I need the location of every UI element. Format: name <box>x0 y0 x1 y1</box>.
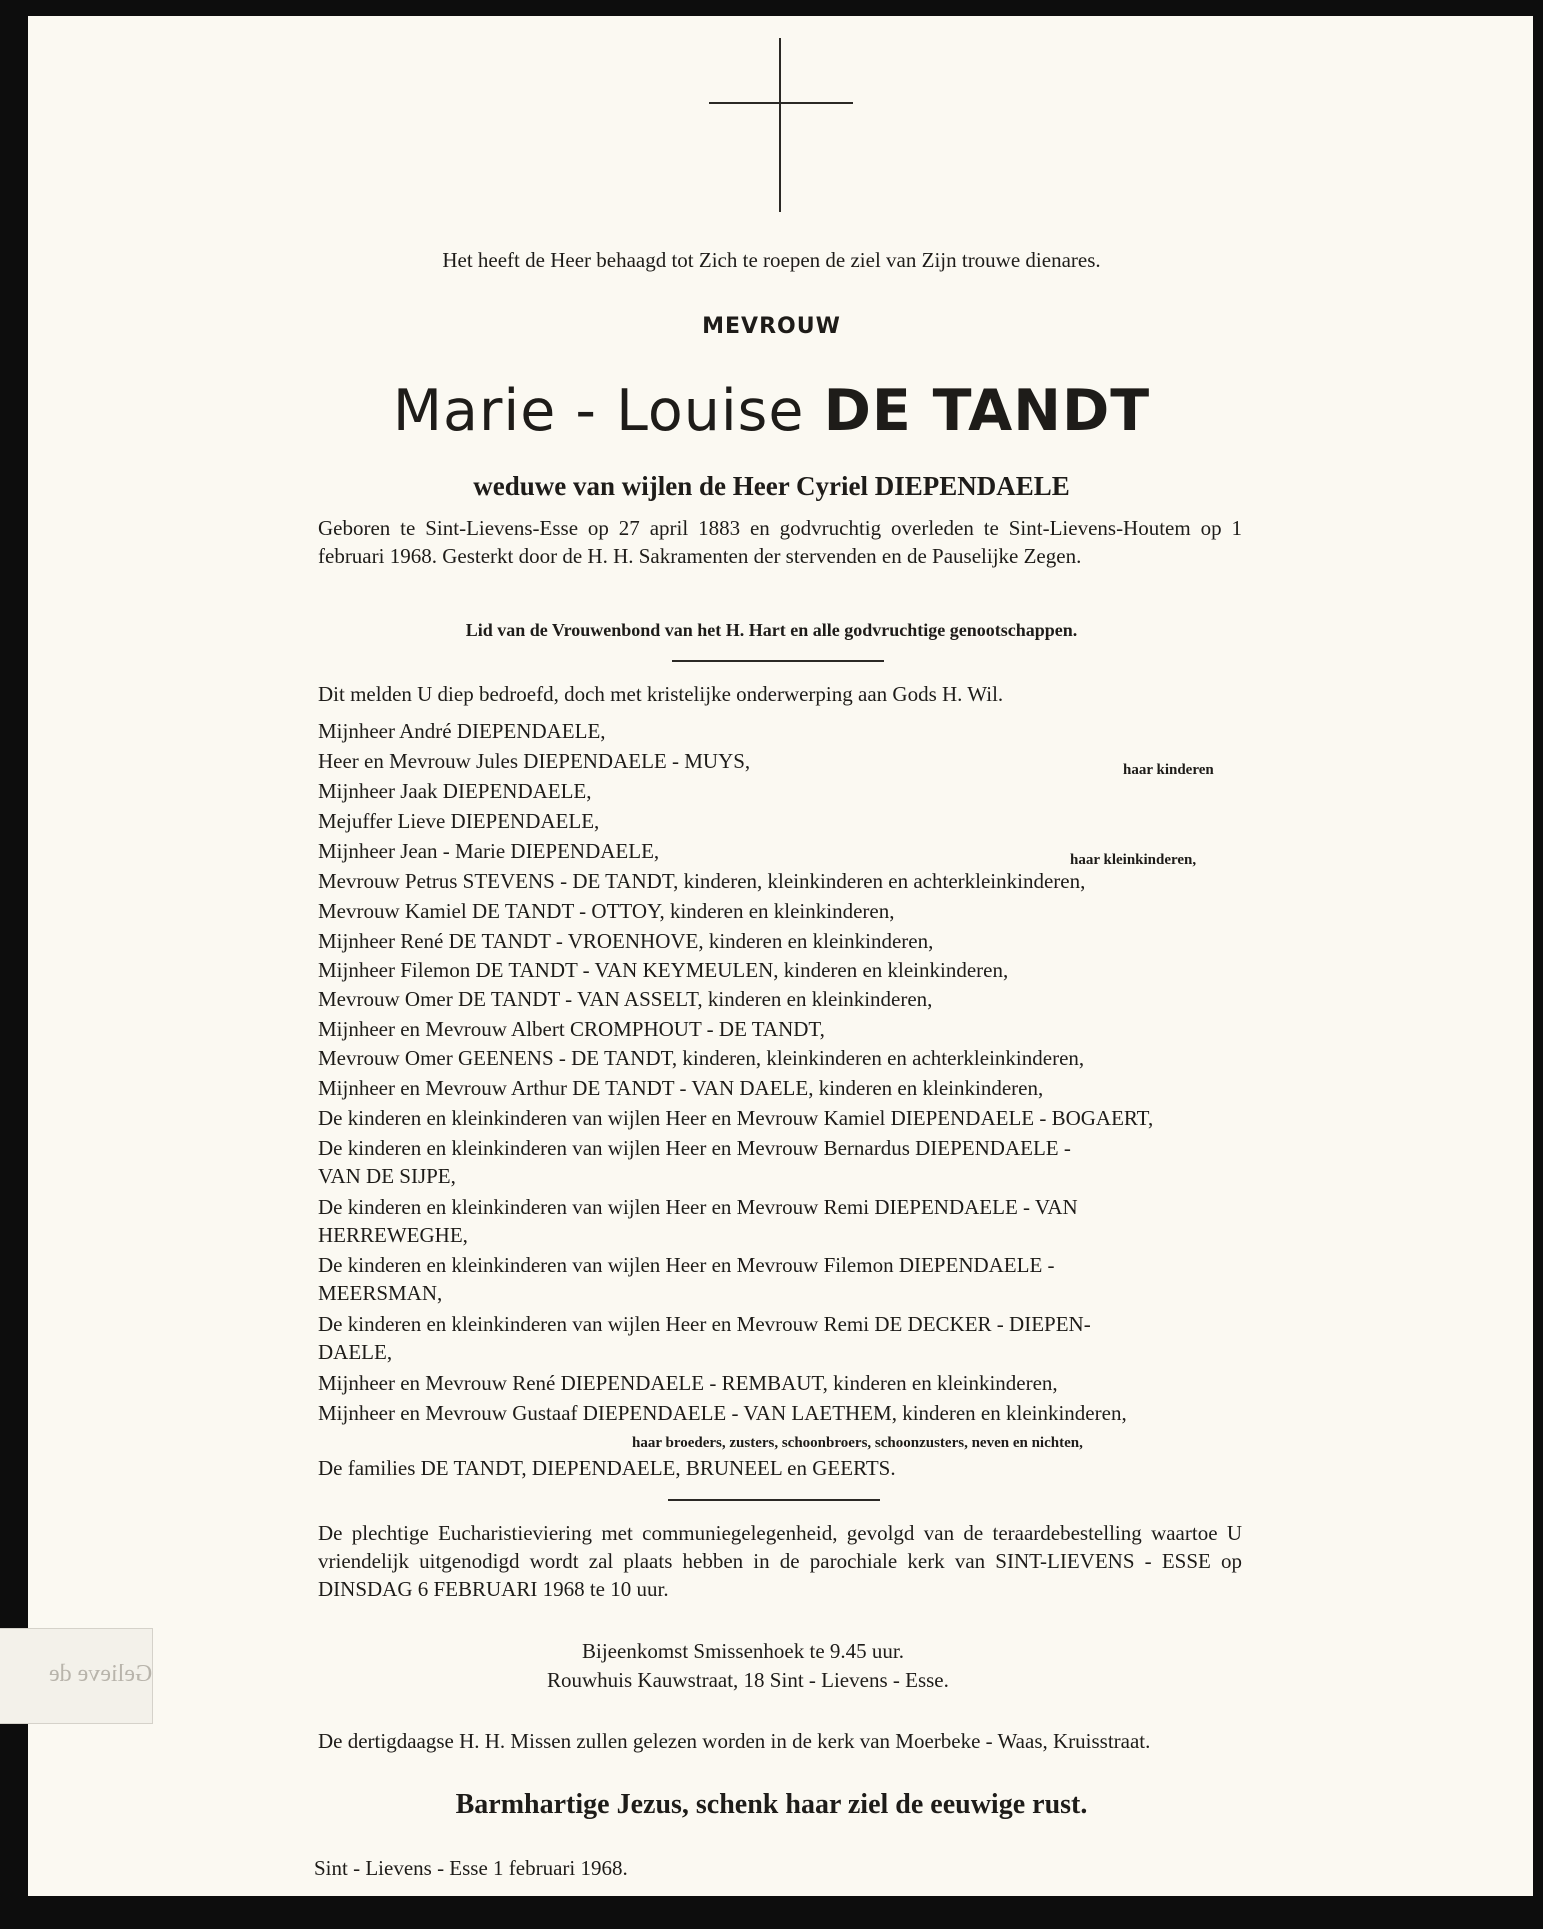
funeral-details: De plechtige Eucharistieviering met communiegelegenheid, gevolgd van de teraardebestelling waartoe U vriendelijk uitgenodigd wordt zal plaats hebben in de parochiale kerk van SINT-LIEVENS - ESSE op DINSDAG 6 FEBRUARI 1968 te 10 uur. <box>318 1521 1242 1601</box>
deceased-name <box>0 378 1543 444</box>
family-line: De kinderen en kleinkinderen van wijlen Heer en Mevrouw Filemon DIEPENDAELE - <box>318 1253 1055 1277</box>
mourning-house: Rouwhuis Kauwstraat, 18 Sint - Lievens - Esse. <box>547 1668 949 1692</box>
side-tab <box>0 1628 153 1724</box>
family-line: VAN DE SIJPE, <box>318 1164 456 1188</box>
family-line: Mevrouw Kamiel DE TANDT - OTTOY, kinderen en kleinkinderen, <box>318 899 895 923</box>
divider-top <box>672 660 884 662</box>
membership-line: Lid van de Vrouwenbond van het H. Hart en alle godvruchtige genootschappen. <box>465 620 1078 640</box>
gathering-info: Bijeenkomst Smissenhoek te 9.45 uur. <box>582 1639 904 1663</box>
family-line: De kinderen en kleinkinderen van wijlen Heer en Mevrouw Kamiel DIEPENDAELE - BOGAERT, <box>318 1106 1154 1130</box>
intro-text: Het heeft de Heer behaagd tot Zich te roepen de ziel van Zijn trouwe dienares. <box>442 248 1101 272</box>
family-line: Mijnheer André DIEPENDAELE, <box>318 719 606 743</box>
family-line: Mijnheer Jean - Marie DIEPENDAELE, <box>318 839 660 863</box>
family-line: Mijnheer en Mevrouw Albert CROMPHOUT - DE TANDT, <box>318 1017 825 1041</box>
family-line: Mevrouw Omer DE TANDT - VAN ASSELT, kinderen en kleinkinderen, <box>318 987 933 1011</box>
family-line: Mijnheer Jaak DIEPENDAELE, <box>318 779 592 803</box>
masses-info: De dertigdaagse H. H. Missen zullen gelezen worden in de kerk van Moerbeke - Waas, Kruisstraat. <box>318 1729 1151 1753</box>
family-line: Mijnheer en Mevrouw Arthur DE TANDT - VAN DAELE, kinderen en kleinkinderen, <box>318 1076 1044 1100</box>
widow-of: weduwe van wijlen de Heer Cyriel DIEPENDAELE <box>473 471 1070 501</box>
honorific: MEVROUW <box>702 314 841 339</box>
family-line: De kinderen en kleinkinderen van wijlen Heer en Mevrouw Bernardus DIEPENDAELE - <box>318 1136 1071 1160</box>
birth-death-details: Geboren te Sint-Lievens-Esse op 27 april 1883 en godvruchtig overleden te Sint-Lievens-Houtem op 1 februari 1968. Gesterkt door de H. H. Sakramenten der stervenden en de Pauselijke Zegen. <box>318 516 1242 568</box>
family-line: Mijnheer Filemon DE TANDT - VAN KEYMEULEN, kinderen en kleinkinderen, <box>318 958 1009 982</box>
family-line: Mevrouw Omer GEENENS - DE TANDT, kinderen, kleinkinderen en achterkleinkinderen, <box>318 1046 1085 1070</box>
deceased-surname: DE TANDT <box>823 378 1151 444</box>
memorial-card <box>28 16 1533 1896</box>
family-line: Heer en Mevrouw Jules DIEPENDAELE - MUYS, <box>318 749 751 773</box>
family-line: DAELE, <box>318 1340 393 1364</box>
family-line: Mijnheer René DE TANDT - VROENHOVE, kinderen en kleinkinderen, <box>318 929 934 953</box>
deceased-first-name: Marie - Louise <box>392 378 805 444</box>
note-relatives: haar broeders, zusters, schoonbroers, schoonzusters, neven en nichten, <box>632 1435 1083 1451</box>
family-line: Mijnheer en Mevrouw Gustaaf DIEPENDAELE - VAN LAETHEM, kinderen en kleinkinderen, <box>318 1401 1127 1425</box>
side-tab-text: Gelieve de <box>48 1661 152 1687</box>
family-line: Mevrouw Petrus STEVENS - DE TANDT, kinderen, kleinkinderen en achterkleinkinderen, <box>318 869 1086 893</box>
cross-icon-bar <box>709 102 853 104</box>
place-date: Sint - Lievens - Esse 1 februari 1968. <box>314 1856 628 1880</box>
family-line: MEERSMAN, <box>318 1281 443 1305</box>
closing-prayer: Barmhartige Jezus, schenk haar ziel de eeuwige rust. <box>455 1789 1088 1820</box>
note-grandchildren: haar kleinkinderen, <box>1070 852 1197 868</box>
cross-icon <box>779 38 781 212</box>
families-line: De families DE TANDT, DIEPENDAELE, BRUNEEL en GEERTS. <box>318 1456 896 1480</box>
note-children: haar kinderen <box>1123 762 1214 778</box>
family-line: HERREWEGHE, <box>318 1223 468 1247</box>
family-line: Mijnheer en Mevrouw René DIEPENDAELE - REMBAUT, kinderen en kleinkinderen, <box>318 1371 1058 1395</box>
divider-bottom <box>668 1499 880 1501</box>
family-line: De kinderen en kleinkinderen van wijlen Heer en Mevrouw Remi DIEPENDAELE - VAN <box>318 1195 1078 1219</box>
family-line: De kinderen en kleinkinderen van wijlen Heer en Mevrouw Remi DE DECKER - DIEPEN- <box>318 1312 1091 1336</box>
family-line: Mejuffer Lieve DIEPENDAELE, <box>318 809 600 833</box>
announcement: Dit melden U diep bedroefd, doch met kristelijke onderwerping aan Gods H. Wil. <box>318 682 1004 706</box>
